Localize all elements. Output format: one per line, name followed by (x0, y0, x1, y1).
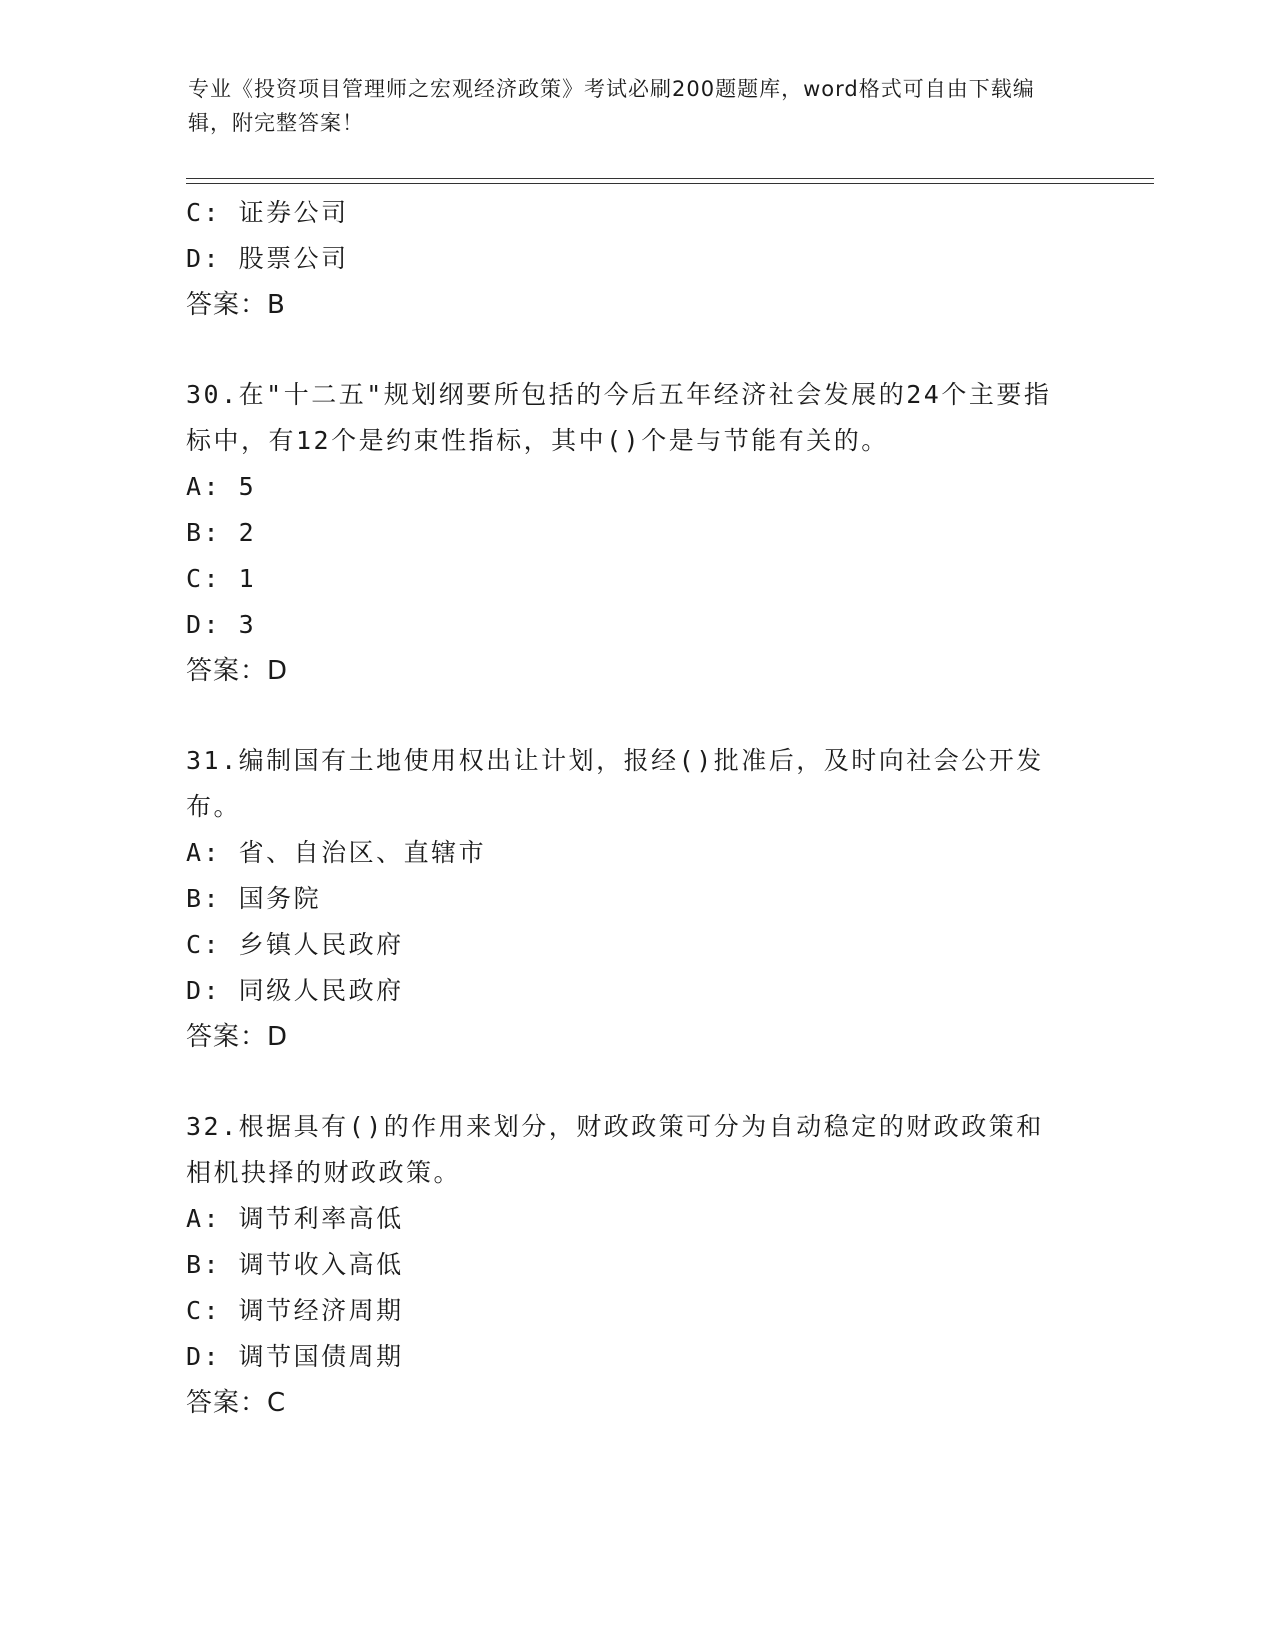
question-block-29-tail (186, 190, 1086, 328)
option-d: D: 股票公司 (186, 244, 349, 273)
question-block-32 (186, 1104, 1086, 1426)
option-c: C: 乡镇人民政府 (186, 930, 404, 959)
option-d: D: 调节国债周期 (186, 1342, 404, 1371)
option-a: A: 省、自治区、直辖市 (186, 838, 487, 867)
option-c: C: 调节经济周期 (186, 1296, 404, 1325)
question-text: 31.编制国有土地使用权出让计划，报经()批准后，及时向社会公开发布。 (186, 746, 1044, 821)
option-c: C: 证券公司 (186, 198, 349, 227)
question-list (186, 190, 1086, 1426)
header-divider-bottom (186, 183, 1154, 184)
option-d: D: 同级人民政府 (186, 976, 404, 1005)
question-text: 32.根据具有()的作用来划分，财政政策可分为自动稳定的财政政策和相机抉择的财政政策。 (186, 1112, 1044, 1187)
option-b: B: 调节收入高低 (186, 1250, 404, 1279)
question-block-30 (186, 372, 1086, 694)
option-b: B: 2 (186, 518, 257, 547)
question-block-31 (186, 738, 1086, 1060)
answer-line: 答案：B (186, 290, 286, 320)
answer-line: 答案：D (186, 656, 289, 686)
header-divider-top (186, 178, 1154, 179)
page-header: 专业《投资项目管理师之宏观经济政策》考试必刷200题题库，word格式可自由下载编辑，附完整答案！ (188, 77, 1035, 135)
option-a: A: 调节利率高低 (186, 1204, 404, 1233)
answer-line: 答案：D (186, 1022, 289, 1052)
option-b: B: 国务院 (186, 884, 322, 913)
option-a: A: 5 (186, 472, 257, 501)
answer-line: 答案：C (186, 1388, 287, 1418)
option-d: D: 3 (186, 610, 257, 639)
option-c: C: 1 (186, 564, 257, 593)
question-text: 30.在"十二五"规划纲要所包括的今后五年经济社会发展的24个主要指标中，有12个是约束性指标，其中()个是与节能有关的。 (186, 380, 1052, 455)
